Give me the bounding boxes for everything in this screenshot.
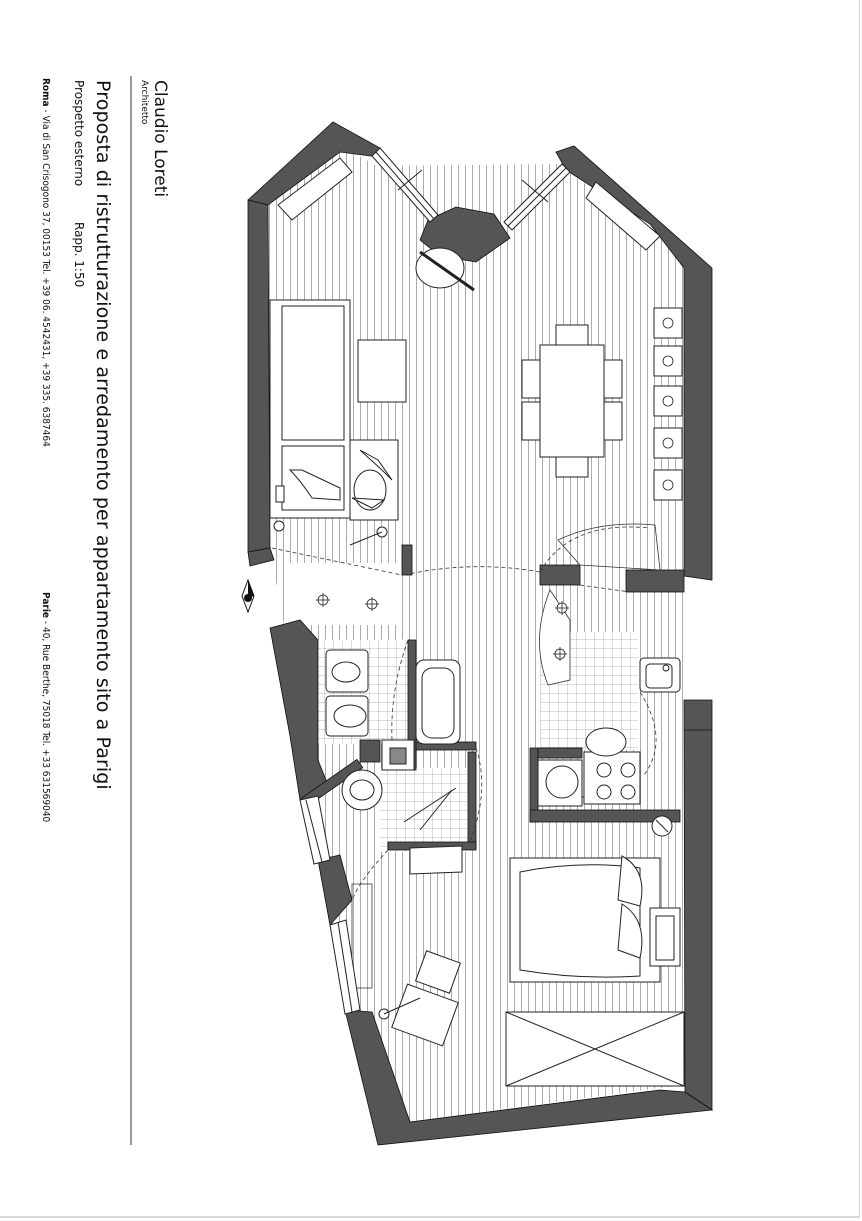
city-paris: Parie	[40, 592, 51, 619]
architect-role: Architetto	[139, 80, 149, 125]
coffee-table	[358, 340, 406, 402]
entry-hall-floor	[290, 563, 402, 625]
wood-floor	[250, 120, 700, 1140]
wardrobe	[506, 1012, 684, 1086]
rome-address-text: - Via di San Crisogono 37, 00153 Tel. +39 06. 4542431, +39 335. 6387464	[40, 106, 51, 447]
bedside-table	[650, 908, 680, 966]
city-rome: Roma	[40, 78, 51, 107]
double-bed	[510, 856, 660, 982]
project-title: Proposta di ristrutturazione e arredamento per appartamento sito a Parigi	[92, 80, 114, 790]
entrance-arrow-icon	[242, 580, 254, 612]
paris-address-text: - 40, Rue Berthe, 75018 Tel. +33 631569040	[40, 618, 51, 823]
architect-name: Claudio Loreti	[150, 80, 170, 198]
drawing-type: Prospetto esterno	[72, 80, 86, 187]
shower-tiles	[380, 768, 468, 852]
drawing-scale: Rapp. 1:50	[72, 222, 86, 288]
